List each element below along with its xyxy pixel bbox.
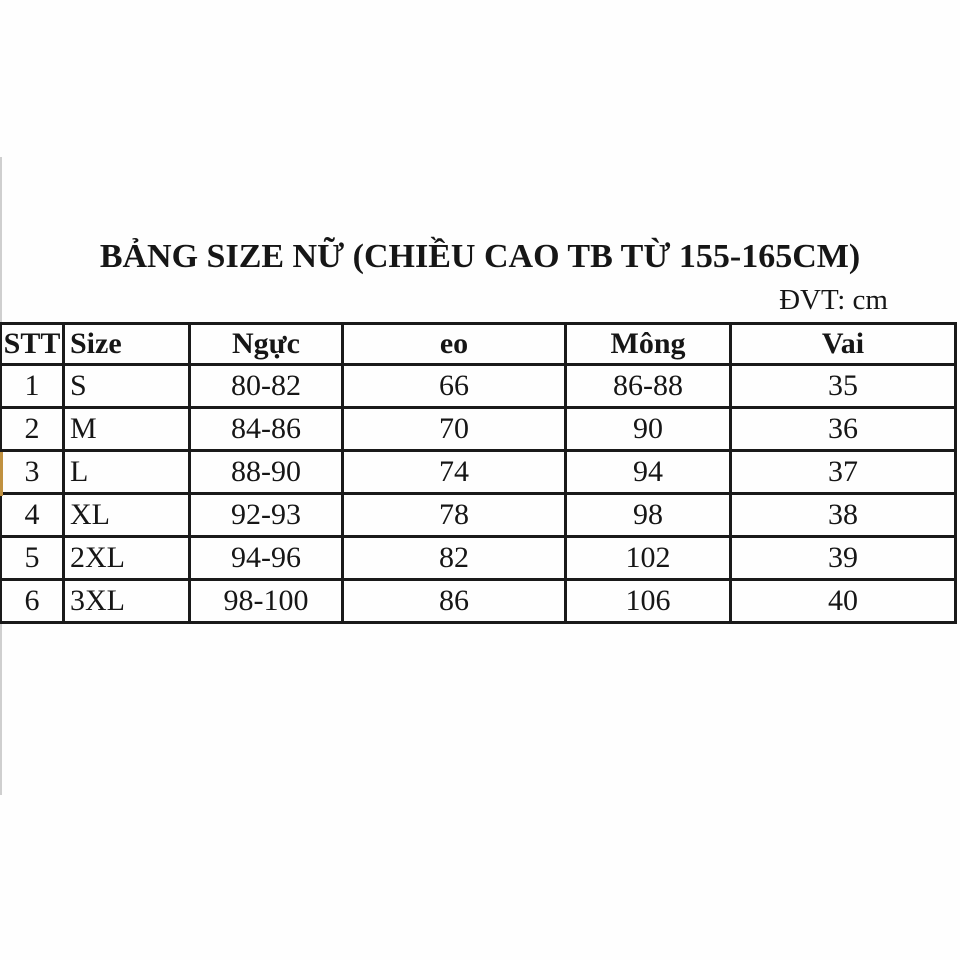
- table-cell: 35: [731, 365, 956, 408]
- table-cell: L: [64, 451, 190, 494]
- table-row: [1, 580, 956, 623]
- table-cell: 86: [343, 580, 566, 623]
- table-cell: 98: [566, 494, 731, 537]
- table-cell: 1: [1, 365, 64, 408]
- table-cell: 2XL: [64, 537, 190, 580]
- header-cell-eo: eo: [343, 324, 566, 365]
- table-cell: 36: [731, 408, 956, 451]
- unit-note: ĐVT: cm: [779, 284, 888, 316]
- table-cell: 6: [1, 580, 64, 623]
- table-cell: 38: [731, 494, 956, 537]
- table-cell: 4: [1, 494, 64, 537]
- table-cell: 78: [343, 494, 566, 537]
- table-row: [1, 537, 956, 580]
- table-cell: M: [64, 408, 190, 451]
- table-row: [1, 494, 956, 537]
- header-cell-mông: Mông: [566, 324, 731, 365]
- table-cell: 82: [343, 537, 566, 580]
- row3-left-marker: [0, 452, 3, 496]
- table-cell: 84-86: [190, 408, 343, 451]
- header-cell-stt: STT: [1, 324, 64, 365]
- table-cell: 98-100: [190, 580, 343, 623]
- table-cell: 86-88: [566, 365, 731, 408]
- table-row: [1, 451, 956, 494]
- table-cell: 102: [566, 537, 731, 580]
- table-cell: S: [64, 365, 190, 408]
- table-cell: 88-90: [190, 451, 343, 494]
- table-cell: 94: [566, 451, 731, 494]
- table-cell: 40: [731, 580, 956, 623]
- table-cell: 5: [1, 537, 64, 580]
- table-cell: 37: [731, 451, 956, 494]
- table-row: [1, 365, 956, 408]
- table-cell: 3XL: [64, 580, 190, 623]
- table-cell: 66: [343, 365, 566, 408]
- table-cell: 39: [731, 537, 956, 580]
- table-cell: 2: [1, 408, 64, 451]
- table-row: [1, 408, 956, 451]
- table-body: [1, 365, 956, 623]
- table-cell: 92-93: [190, 494, 343, 537]
- size-table: [0, 322, 954, 624]
- table-cell: 70: [343, 408, 566, 451]
- header-cell-vai: Vai: [731, 324, 956, 365]
- table-cell: 80-82: [190, 365, 343, 408]
- header-cell-size: Size: [64, 324, 190, 365]
- table-cell: 106: [566, 580, 731, 623]
- table-cell: XL: [64, 494, 190, 537]
- size-chart-title: BẢNG SIZE NỮ (CHIỀU CAO TB TỪ 155-165CM): [99, 238, 861, 275]
- table-cell: 90: [566, 408, 731, 451]
- header-row: [1, 324, 956, 365]
- header-cell-ngực: Ngực: [190, 324, 343, 365]
- table-cell: 74: [343, 451, 566, 494]
- table-cell: 94-96: [190, 537, 343, 580]
- table-cell: 3: [1, 451, 64, 494]
